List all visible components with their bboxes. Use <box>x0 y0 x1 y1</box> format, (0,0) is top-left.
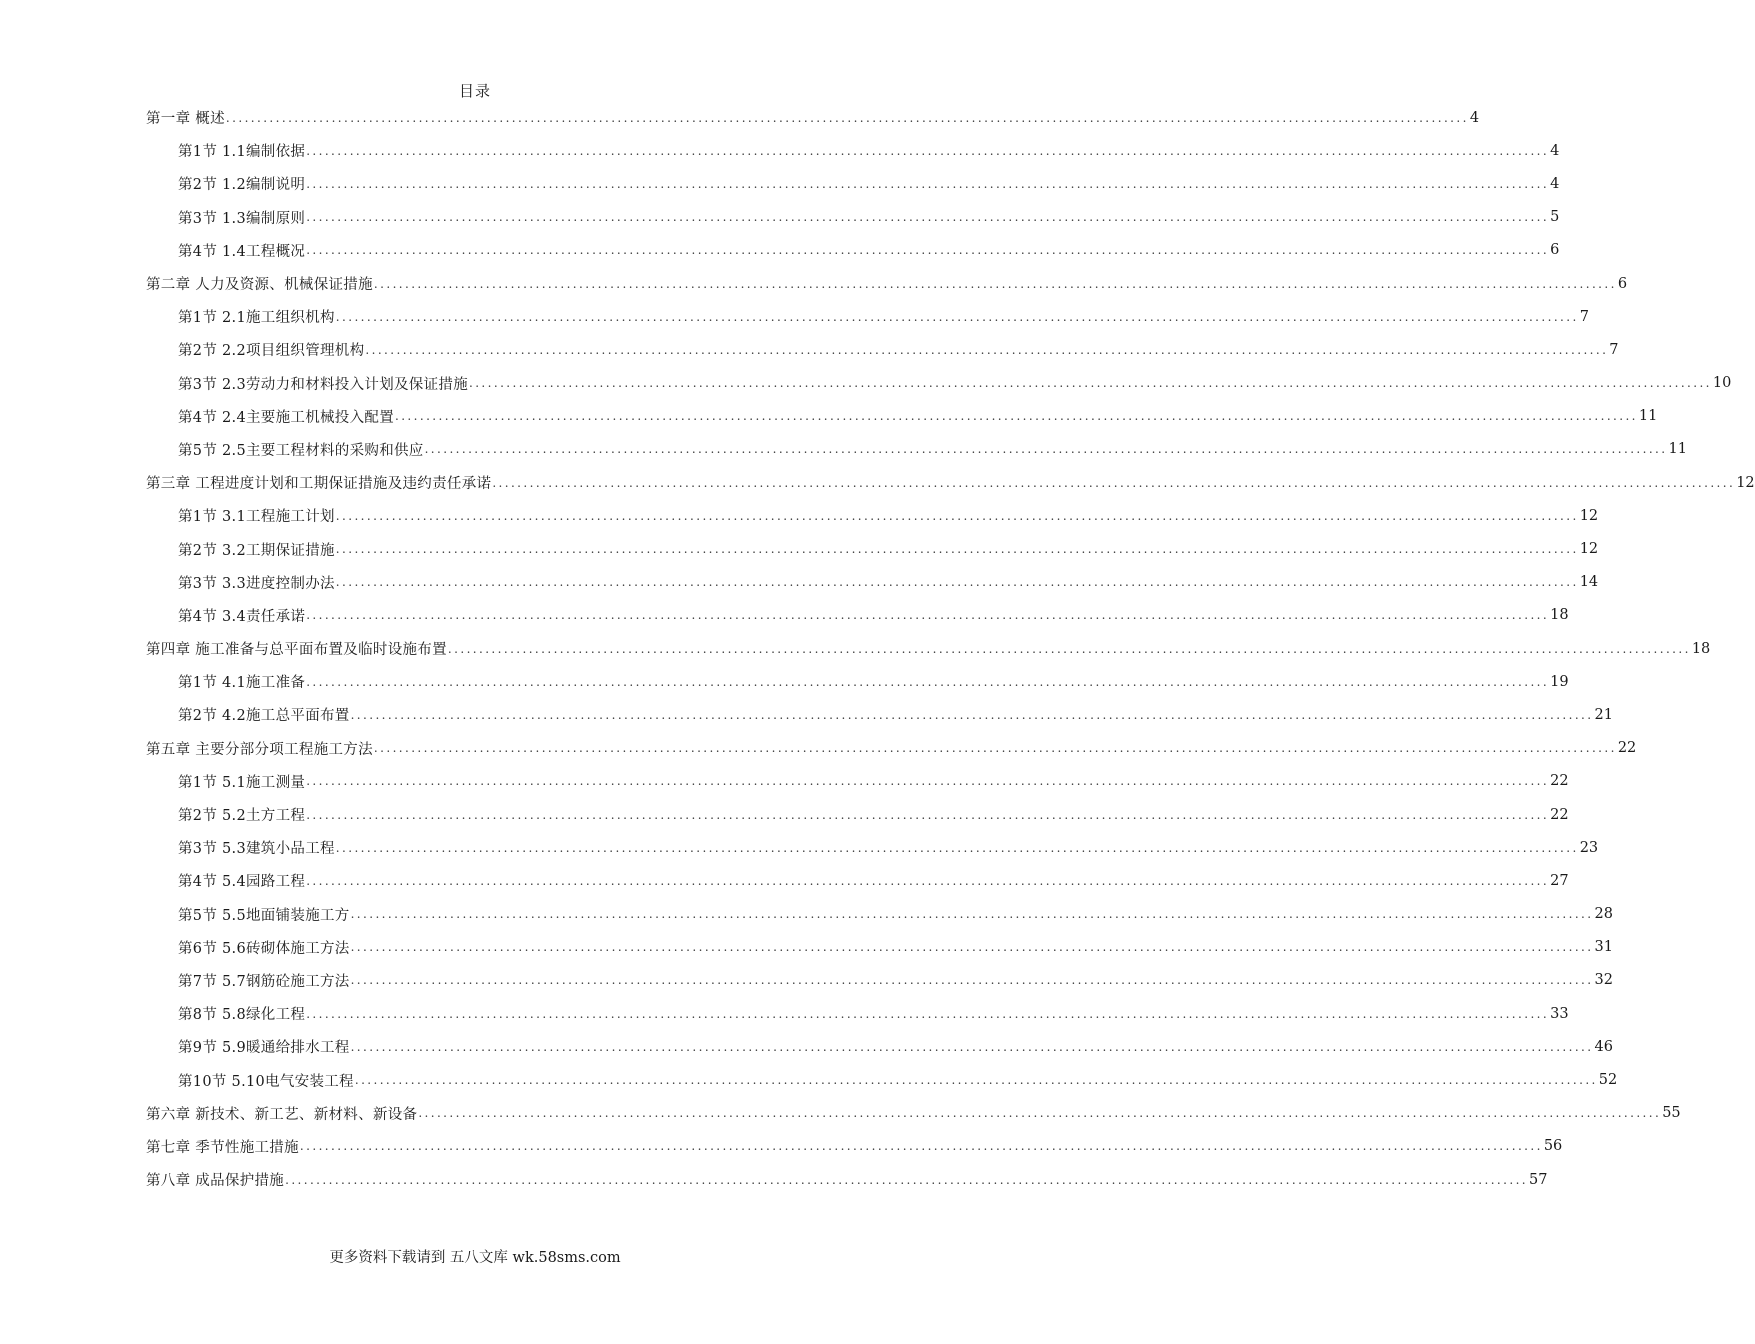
toc-entry-label: 第10节 5.10电气安装工程 <box>178 1073 354 1090</box>
toc-entry-label: 第1节 2.1施工组织机构 <box>178 310 335 327</box>
toc-entry-label: 第8节 5.8绿化工程 <box>178 1007 306 1024</box>
toc-section-entry[interactable] <box>146 1030 1613 1063</box>
toc-dot-leader: ........................................................................................................................................................................................................ <box>306 674 1550 689</box>
toc-dot-leader: ........................................................................................................................................................................................................ <box>373 276 1617 291</box>
toc-entry-label: 第4节 3.4责任承诺 <box>178 608 306 625</box>
footer-note: 更多资料下载请到 五八文库 wk.58sms.com <box>329 1250 621 1266</box>
toc-entry-label: 第2节 5.2土方工程 <box>178 808 306 825</box>
toc-dot-leader: ........................................................................................................................................................................................................ <box>492 475 1736 490</box>
toc-entry-label: 第1节 4.1施工准备 <box>178 675 306 692</box>
toc-section-entry[interactable] <box>146 931 1613 964</box>
toc-chapter-entry[interactable] <box>146 732 1637 765</box>
toc-dot-leader: ........................................................................................................................................................................................................ <box>335 309 1579 324</box>
toc-entry-label: 第4节 5.4园路工程 <box>178 874 306 891</box>
toc-entry-label: 第7节 5.7钢筋砼施工方法 <box>178 973 350 990</box>
toc-entry-page-number: 56 <box>1543 1138 1563 1155</box>
toc-dot-leader: ........................................................................................................................................................................................................ <box>299 1139 1543 1154</box>
toc-section-entry[interactable] <box>146 201 1560 234</box>
toc-dot-leader: ........................................................................................................................................................................................................ <box>285 1172 1528 1187</box>
toc-dot-leader: ........................................................................................................................................................................................................ <box>335 840 1579 855</box>
toc-dot-leader: ........................................................................................................................................................................................................ <box>306 807 1550 822</box>
toc-section-entry[interactable] <box>146 367 1732 400</box>
toc-chapter-entry[interactable] <box>146 267 1628 300</box>
toc-section-entry[interactable] <box>146 964 1613 997</box>
toc-entry-page-number: 6 <box>1617 275 1628 292</box>
page-title: 目录 <box>458 82 491 100</box>
toc-entry-label: 第6节 5.6砖砌体施工方法 <box>178 940 350 957</box>
toc-dot-leader: ........................................................................................................................................................................................................ <box>306 608 1550 623</box>
toc-entry-label: 第一章 概述 <box>146 111 225 128</box>
toc-entry-label: 第2节 3.2工期保证措施 <box>178 542 335 559</box>
toc-chapter-entry[interactable] <box>146 1130 1563 1163</box>
toc-entry-page-number: 22 <box>1550 806 1569 823</box>
toc-dot-leader: ........................................................................................................................................................................................................ <box>306 774 1550 789</box>
toc-dot-leader: ........................................................................................................................................................................................................ <box>365 342 1609 357</box>
toc-dot-leader: ........................................................................................................................................................................................................ <box>350 707 1594 722</box>
toc-chapter-entry[interactable] <box>146 101 1480 134</box>
toc-entry-page-number: 4 <box>1469 109 1480 126</box>
toc-entry-page-number: 18 <box>1691 640 1711 657</box>
toc-section-entry[interactable] <box>146 566 1599 599</box>
toc-section-entry[interactable] <box>146 532 1599 565</box>
toc-entry-label: 第1节 3.1工程施工计划 <box>178 509 335 526</box>
toc-dot-leader: ........................................................................................................................................................................................................ <box>418 1106 1662 1121</box>
toc-section-entry[interactable] <box>146 167 1560 200</box>
toc-entry-label: 第2节 2.2项目组织管理机构 <box>178 343 365 360</box>
toc-entry-label: 第二章 人力及资源、机械保证措施 <box>146 277 373 294</box>
toc-entry-label: 第2节 4.2施工总平面布置 <box>178 708 350 725</box>
toc-entry-page-number: 21 <box>1594 706 1613 723</box>
toc-entry-page-number: 32 <box>1594 972 1613 989</box>
toc-entry-label: 第三章 工程进度计划和工期保证措施及违约责任承诺 <box>146 476 492 493</box>
toc-entry-page-number: 7 <box>1609 341 1619 358</box>
toc-dot-leader: ........................................................................................................................................................................................................ <box>306 1006 1550 1021</box>
toc-entry-label: 第9节 5.9暖通给排水工程 <box>178 1040 350 1057</box>
toc-entry-page-number: 5 <box>1550 209 1560 226</box>
toc-entry-label: 第4节 1.4工程概况 <box>178 243 306 260</box>
toc-section-entry[interactable] <box>146 997 1569 1030</box>
toc-section-entry[interactable] <box>146 898 1613 931</box>
toc-dot-leader: ........................................................................................................................................................................................................ <box>306 143 1550 158</box>
toc-dot-leader: ........................................................................................................................................................................................................ <box>354 1073 1598 1088</box>
toc-entry-label: 第3节 5.3建筑小品工程 <box>178 841 335 858</box>
toc-entry-page-number: 7 <box>1579 308 1589 325</box>
toc-section-entry[interactable] <box>146 864 1569 897</box>
toc-entry-label: 第七章 季节性施工措施 <box>146 1139 299 1156</box>
toc-section-entry[interactable] <box>146 433 1687 466</box>
toc-entry-page-number: 52 <box>1598 1072 1618 1089</box>
toc-dot-leader: ........................................................................................................................................................................................................ <box>350 907 1594 922</box>
toc-section-entry[interactable] <box>146 333 1619 366</box>
toc-dot-leader: ........................................................................................................................................................................................................ <box>306 210 1550 225</box>
toc-dot-leader: ........................................................................................................................................................................................................ <box>350 973 1594 988</box>
toc-dot-leader: ........................................................................................................................................................................................................ <box>335 542 1579 557</box>
toc-entry-label: 第3节 2.3劳动力和材料投入计划及保证措施 <box>178 376 468 393</box>
toc-section-entry[interactable] <box>146 400 1658 433</box>
toc-entry-label: 第3节 1.3编制原则 <box>178 210 306 227</box>
toc-entry-label: 第八章 成品保护措施 <box>146 1173 285 1190</box>
toc-entry-page-number: 12 <box>1579 507 1599 524</box>
toc-entry-label: 第1节 1.1编制依据 <box>178 144 306 161</box>
toc-entry-page-number: 14 <box>1579 574 1599 591</box>
toc-dot-leader: ........................................................................................................................................................................................................ <box>373 741 1617 756</box>
toc-dot-leader: ........................................................................................................................................................................................................ <box>395 409 1638 424</box>
toc-entry-page-number: 22 <box>1617 740 1637 757</box>
toc-section-entry[interactable] <box>146 765 1569 798</box>
toc-entry-page-number: 4 <box>1550 175 1560 192</box>
toc-entry-page-number: 22 <box>1550 773 1569 790</box>
toc-dot-leader: ........................................................................................................................................................................................................ <box>335 508 1579 523</box>
toc-dot-leader: ........................................................................................................................................................................................................ <box>306 873 1550 888</box>
toc-dot-leader: ........................................................................................................................................................................................................ <box>350 940 1594 955</box>
toc-section-entry[interactable] <box>146 499 1599 532</box>
toc-section-entry[interactable] <box>146 1063 1618 1096</box>
toc-dot-leader: ........................................................................................................................................................................................................ <box>306 176 1550 191</box>
toc-entry-page-number: 6 <box>1550 242 1560 259</box>
toc-entry-page-number: 18 <box>1550 607 1569 624</box>
toc-dot-leader: ........................................................................................................................................................................................................ <box>424 442 1668 457</box>
toc-entry-page-number: 31 <box>1594 939 1613 956</box>
toc-entry-page-number: 23 <box>1579 839 1599 856</box>
toc-entry-label: 第5节 2.5主要工程材料的采购和供应 <box>178 442 424 459</box>
toc-entry-label: 第1节 5.1施工测量 <box>178 774 306 791</box>
toc-entry-label: 第4节 2.4主要施工机械投入配置 <box>178 409 394 426</box>
toc-chapter-entry[interactable] <box>146 632 1711 665</box>
toc-dot-leader: ........................................................................................................................................................................................................ <box>335 575 1579 590</box>
toc-entry-page-number: 11 <box>1638 408 1658 425</box>
toc-section-entry[interactable] <box>146 798 1569 831</box>
toc-dot-leader: ........................................................................................................................................................................................................ <box>447 641 1691 656</box>
toc-entry-page-number: 12 <box>1736 474 1755 491</box>
toc-entry-page-number: 33 <box>1550 1005 1569 1022</box>
toc-section-entry[interactable] <box>146 234 1560 267</box>
table-of-contents <box>146 101 1755 1196</box>
toc-entry-page-number: 57 <box>1529 1171 1548 1188</box>
toc-chapter-entry[interactable] <box>146 1163 1548 1196</box>
toc-entry-page-number: 19 <box>1550 673 1569 690</box>
toc-entry-label: 第2节 1.2编制说明 <box>178 177 306 194</box>
toc-chapter-entry[interactable] <box>146 1097 1681 1130</box>
toc-entry-label: 第5节 5.5地面铺装施工方 <box>178 907 350 924</box>
toc-entry-page-number: 4 <box>1550 142 1560 159</box>
toc-section-entry[interactable] <box>146 599 1569 632</box>
toc-entry-label: 第六章 新技术、新工艺、新材料、新设备 <box>146 1106 418 1123</box>
toc-entry-page-number: 27 <box>1550 872 1569 889</box>
toc-dot-leader: ........................................................................................................................................................................................................ <box>306 243 1550 258</box>
toc-section-entry[interactable] <box>146 134 1560 167</box>
toc-entry-page-number: 28 <box>1594 906 1613 923</box>
toc-section-entry[interactable] <box>146 665 1569 698</box>
toc-chapter-entry[interactable] <box>146 466 1755 499</box>
toc-dot-leader: ........................................................................................................................................................................................................ <box>350 1039 1594 1054</box>
toc-entry-page-number: 12 <box>1579 541 1599 558</box>
toc-section-entry[interactable] <box>146 831 1599 864</box>
toc-dot-leader: ........................................................................................................................................................................................................ <box>225 110 1469 125</box>
toc-entry-label: 第五章 主要分部分项工程施工方法 <box>146 741 373 758</box>
toc-entry-label: 第3节 3.3进度控制办法 <box>178 575 335 592</box>
toc-section-entry[interactable] <box>146 300 1589 333</box>
toc-section-entry[interactable] <box>146 698 1613 731</box>
toc-entry-page-number: 10 <box>1712 375 1732 392</box>
toc-entry-page-number: 46 <box>1594 1038 1613 1055</box>
toc-dot-leader: ........................................................................................................................................................................................................ <box>469 376 1712 391</box>
toc-entry-page-number: 55 <box>1662 1105 1681 1122</box>
toc-entry-label: 第四章 施工准备与总平面布置及临时设施布置 <box>146 642 447 659</box>
toc-entry-page-number: 11 <box>1668 441 1687 458</box>
